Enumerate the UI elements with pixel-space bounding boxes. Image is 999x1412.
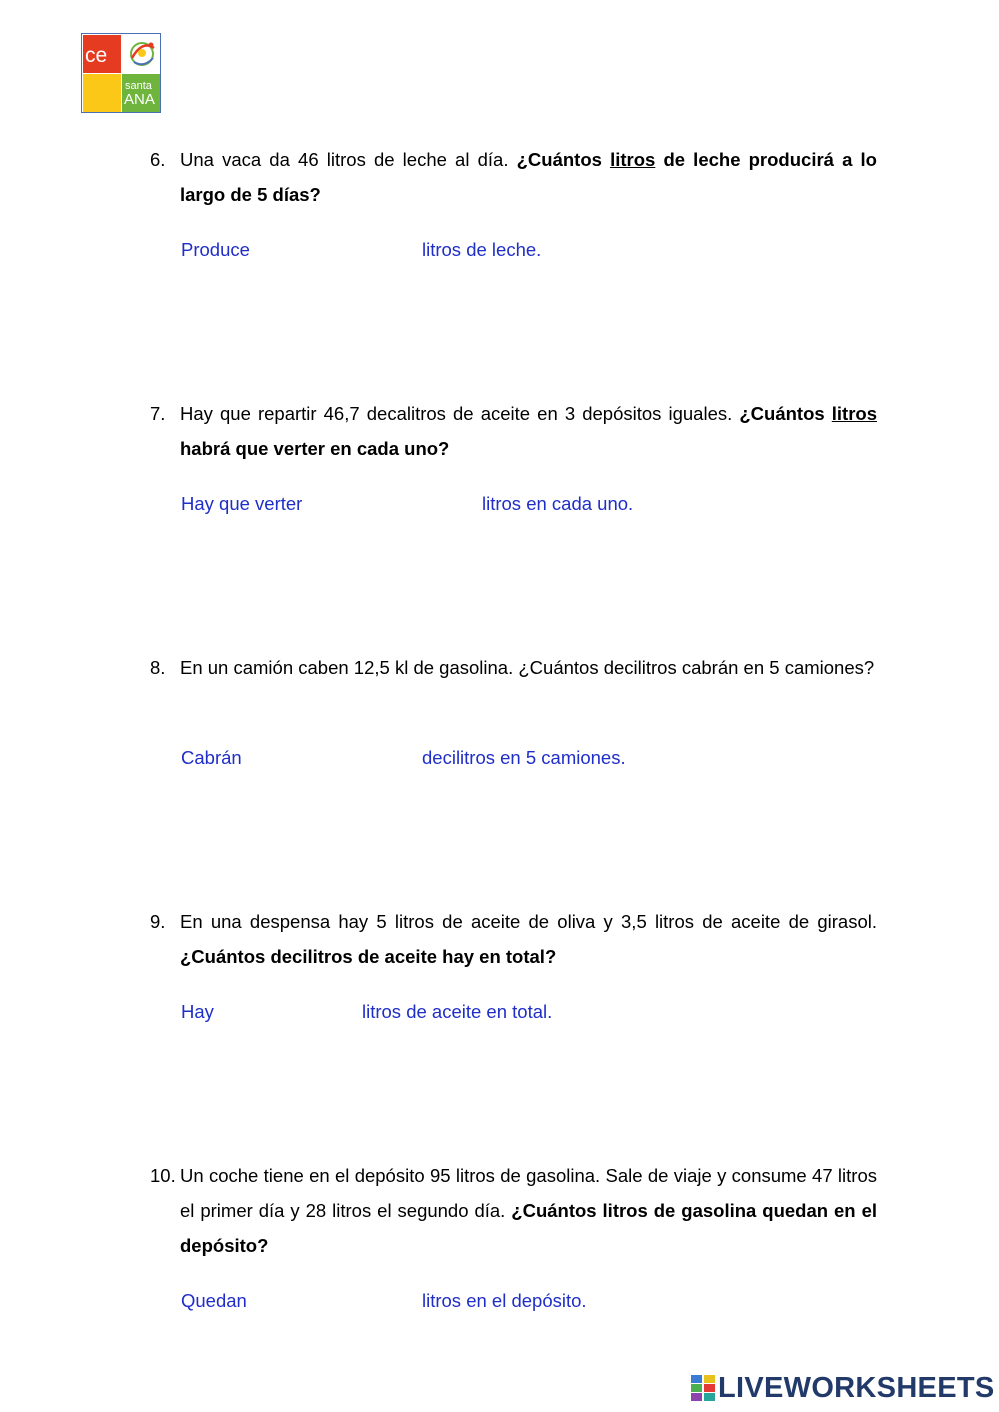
problem-number: 8. [150,657,166,678]
question-text: Hay que repartir 46,7 decalitros de aceite en 3 depósitos iguales. [180,403,740,424]
problem-8 [150,650,877,685]
question-bold-text: ¿Cuántos litros de gasolina quedan en el depósito? [180,1200,877,1256]
problem-number: 9. [150,911,166,932]
answer-suffix: litros de aceite en total. [362,1001,553,1022]
question-bold-text: ¿Cuántos [739,403,832,424]
answer-prefix: Hay que verter [181,493,303,514]
liveworksheets-watermark [691,1372,995,1404]
problem-question [180,1158,877,1263]
problem-question [180,142,877,212]
problem-question [180,904,877,974]
liveworksheets-logo-icon [691,1375,715,1401]
liveworksheets-text: LIVEWORKSHEETS [718,1371,995,1404]
answer-prefix: Hay [181,1001,214,1022]
problem-number: 6. [150,149,166,170]
question-bold-text: habrá que verter en cada uno? [180,438,450,459]
answer-suffix: litros de leche. [422,239,542,260]
logo-santa-text: santa [125,80,152,92]
problem-7 [150,396,877,466]
answer-prefix: Cabrán [181,747,242,768]
answer-suffix: decilitros en 5 camiones. [422,747,626,768]
answer-prefix: Quedan [181,1290,247,1311]
logo-emblem-icon [124,38,160,72]
logo-ana-text: ANA [124,91,155,108]
problem-6 [150,142,877,212]
question-text: Una vaca da 46 litros de leche al día. [180,149,517,170]
answer-suffix: litros en el depósito. [422,1290,587,1311]
problem-number: 7. [150,403,166,424]
school-logo [81,33,161,113]
question-underlined-word: litros [610,149,656,170]
problem-question [180,650,877,685]
question-bold-text: ¿Cuántos decilitros de aceite hay en total? [180,946,557,967]
answer-prefix: Produce [181,239,250,260]
problem-10 [150,1158,877,1263]
question-underlined-word: litros [831,403,877,424]
question-text: En una despensa hay 5 litros de aceite de oliva y 3,5 litros de aceite de girasol. [180,911,877,932]
question-text: En un camión caben 12,5 kl de gasolina. ¿Cuántos decilitros cabrán en 5 camiones? [180,657,875,678]
question-bold-text: de leche producirá a lo largo de 5 días? [180,149,877,205]
question-bold-text: ¿Cuántos [516,149,611,170]
problem-number: 10. [150,1165,176,1186]
problem-question [180,396,877,466]
problem-9 [150,904,877,974]
question-text: Un coche tiene en el depósito 95 litros de gasolina. Sale de viaje y consume 47 litros el primer día y 28 litros el segundo día. [180,1165,877,1221]
logo-ce-text: ce [85,44,108,67]
logo-yellow-square [83,74,121,112]
answer-suffix: litros en cada uno. [482,493,634,514]
